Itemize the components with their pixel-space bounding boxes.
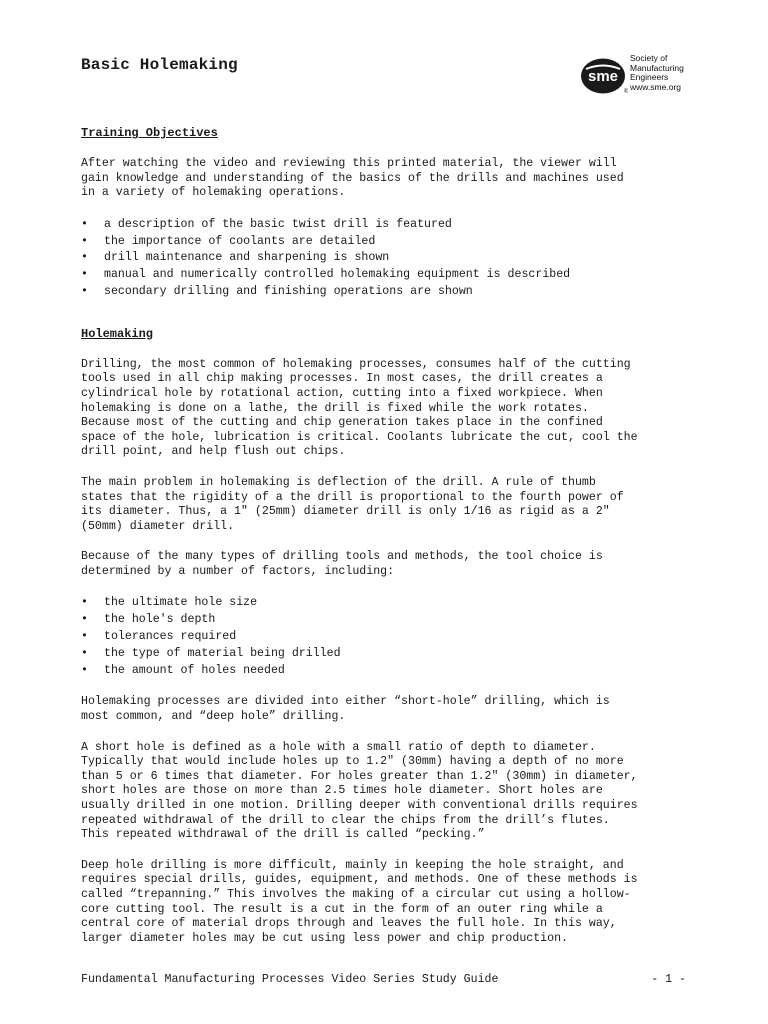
paragraph: Deep hole drilling is more difficult, mainly in keeping the hole straight, and requires special drills, guides, equipment, and methods. One of these methods is called “trepanning.” This involves the making of a circular cut using a hollow- core cutting tool. The result is a cut in the form of an outer ring while a central core of material drops through and leaves the full hole. In this way, larger diameter holes may be cut using less power and chip production. <box>81 858 638 945</box>
bullet-icon: • <box>81 596 88 610</box>
list-item: • a description of the basic twist drill is featured <box>81 217 701 234</box>
logo-mark-text: sme <box>587 68 619 85</box>
sme-logo-mark <box>580 57 628 95</box>
list-item: • secondary drilling and finishing operations are shown <box>81 284 701 301</box>
page-number: - 1 - <box>651 973 686 986</box>
list-item: • the type of material being drilled <box>81 646 701 663</box>
page-footer <box>81 973 686 987</box>
list-item: • the importance of coolants are detailed <box>81 234 701 251</box>
list-item: • the amount of holes needed <box>81 663 701 680</box>
paragraph: A short hole is defined as a hole with a small ratio of depth to diameter. Typically that would include holes up to 1.2" (30mm) having a depth of no more than 5 or 6 times that diameter. For holes greater than 1.2" (30mm) in diameter, short holes are those on more than 2.5 times hole diameter. Short holes are usually drilled in one motion. Drilling deeper with conventional drills requires repeated withdrawal of the drill to clear the chips from the drill’s flutes. This repeated withdrawal of the drill is called “pecking.” <box>81 740 638 842</box>
logo-line: Society of <box>630 53 668 63</box>
bullet-icon: • <box>81 663 88 677</box>
section-heading-holemaking: Holemaking <box>81 326 154 341</box>
list-item: • manual and numerically controlled holemaking equipment is described <box>81 267 701 284</box>
objectives-list <box>81 217 701 301</box>
logo-line: Engineers <box>630 72 669 83</box>
logo-url: www.sme.org <box>630 81 682 92</box>
bullet-icon: • <box>81 613 88 627</box>
paragraph: The main problem in holemaking is deflection of the drill. A rule of thumb states that the rigidity of a the drill is proportional to the fourth power of its diameter. Thus, a 1" (25mm) diameter drill is only 1/16 as rigid as a 2" (50mm) diameter drill. <box>81 475 624 533</box>
paragraph: Holemaking processes are divided into either “short-hole” drilling, which is most common, and “deep hole” drilling. <box>81 695 610 724</box>
document-title: Basic Holemaking <box>81 56 238 74</box>
list-item: • drill maintenance and sharpening is shown <box>81 250 701 267</box>
sme-logo <box>580 54 710 100</box>
bullet-icon: • <box>81 217 88 231</box>
document-body <box>81 126 701 962</box>
bullet-icon: • <box>81 630 88 644</box>
list-item: • tolerances required <box>81 629 701 646</box>
bullet-icon: • <box>81 251 88 265</box>
section-heading-objectives: Training Objectives <box>81 126 218 140</box>
objectives-intro: After watching the video and reviewing this printed material, the viewer will gain knowledge and understanding of the basics of the drills and machines used in a variety of holemaking operations. <box>81 157 624 200</box>
list-item: • the ultimate hole size <box>81 595 701 612</box>
bullet-icon: • <box>81 234 88 248</box>
footer-guide-title: Fundamental Manufacturing Processes Video Series Study Guide <box>81 973 499 986</box>
bullet-icon: • <box>81 284 88 298</box>
paragraph: Drilling, the most common of holemaking processes, consumes half of the cutting tools used in all chip making processes. In most cases, the drill creates a cylindrical hole by rotational action, cutting into a fixed workpiece. When holemaking is done on a lathe, the drill is fixed while the work rotates. Because most of the cutting and chip generation takes place in the confined space of the hole, lubrication is critical. Coolants lubricate the cut, cool the drill point, and help flush out chips. <box>81 357 638 459</box>
paragraph: Because of the many types of drilling tools and methods, the tool choice is determined by a number of factors, including: <box>81 550 603 578</box>
bullet-icon: • <box>81 268 88 282</box>
bullet-icon: • <box>81 646 88 660</box>
logo-text <box>630 54 684 92</box>
logo-line: Manufacturing <box>630 62 684 73</box>
registered-mark: ® <box>624 89 628 95</box>
list-item: • the hole's depth <box>81 612 701 629</box>
factors-list <box>81 595 701 679</box>
